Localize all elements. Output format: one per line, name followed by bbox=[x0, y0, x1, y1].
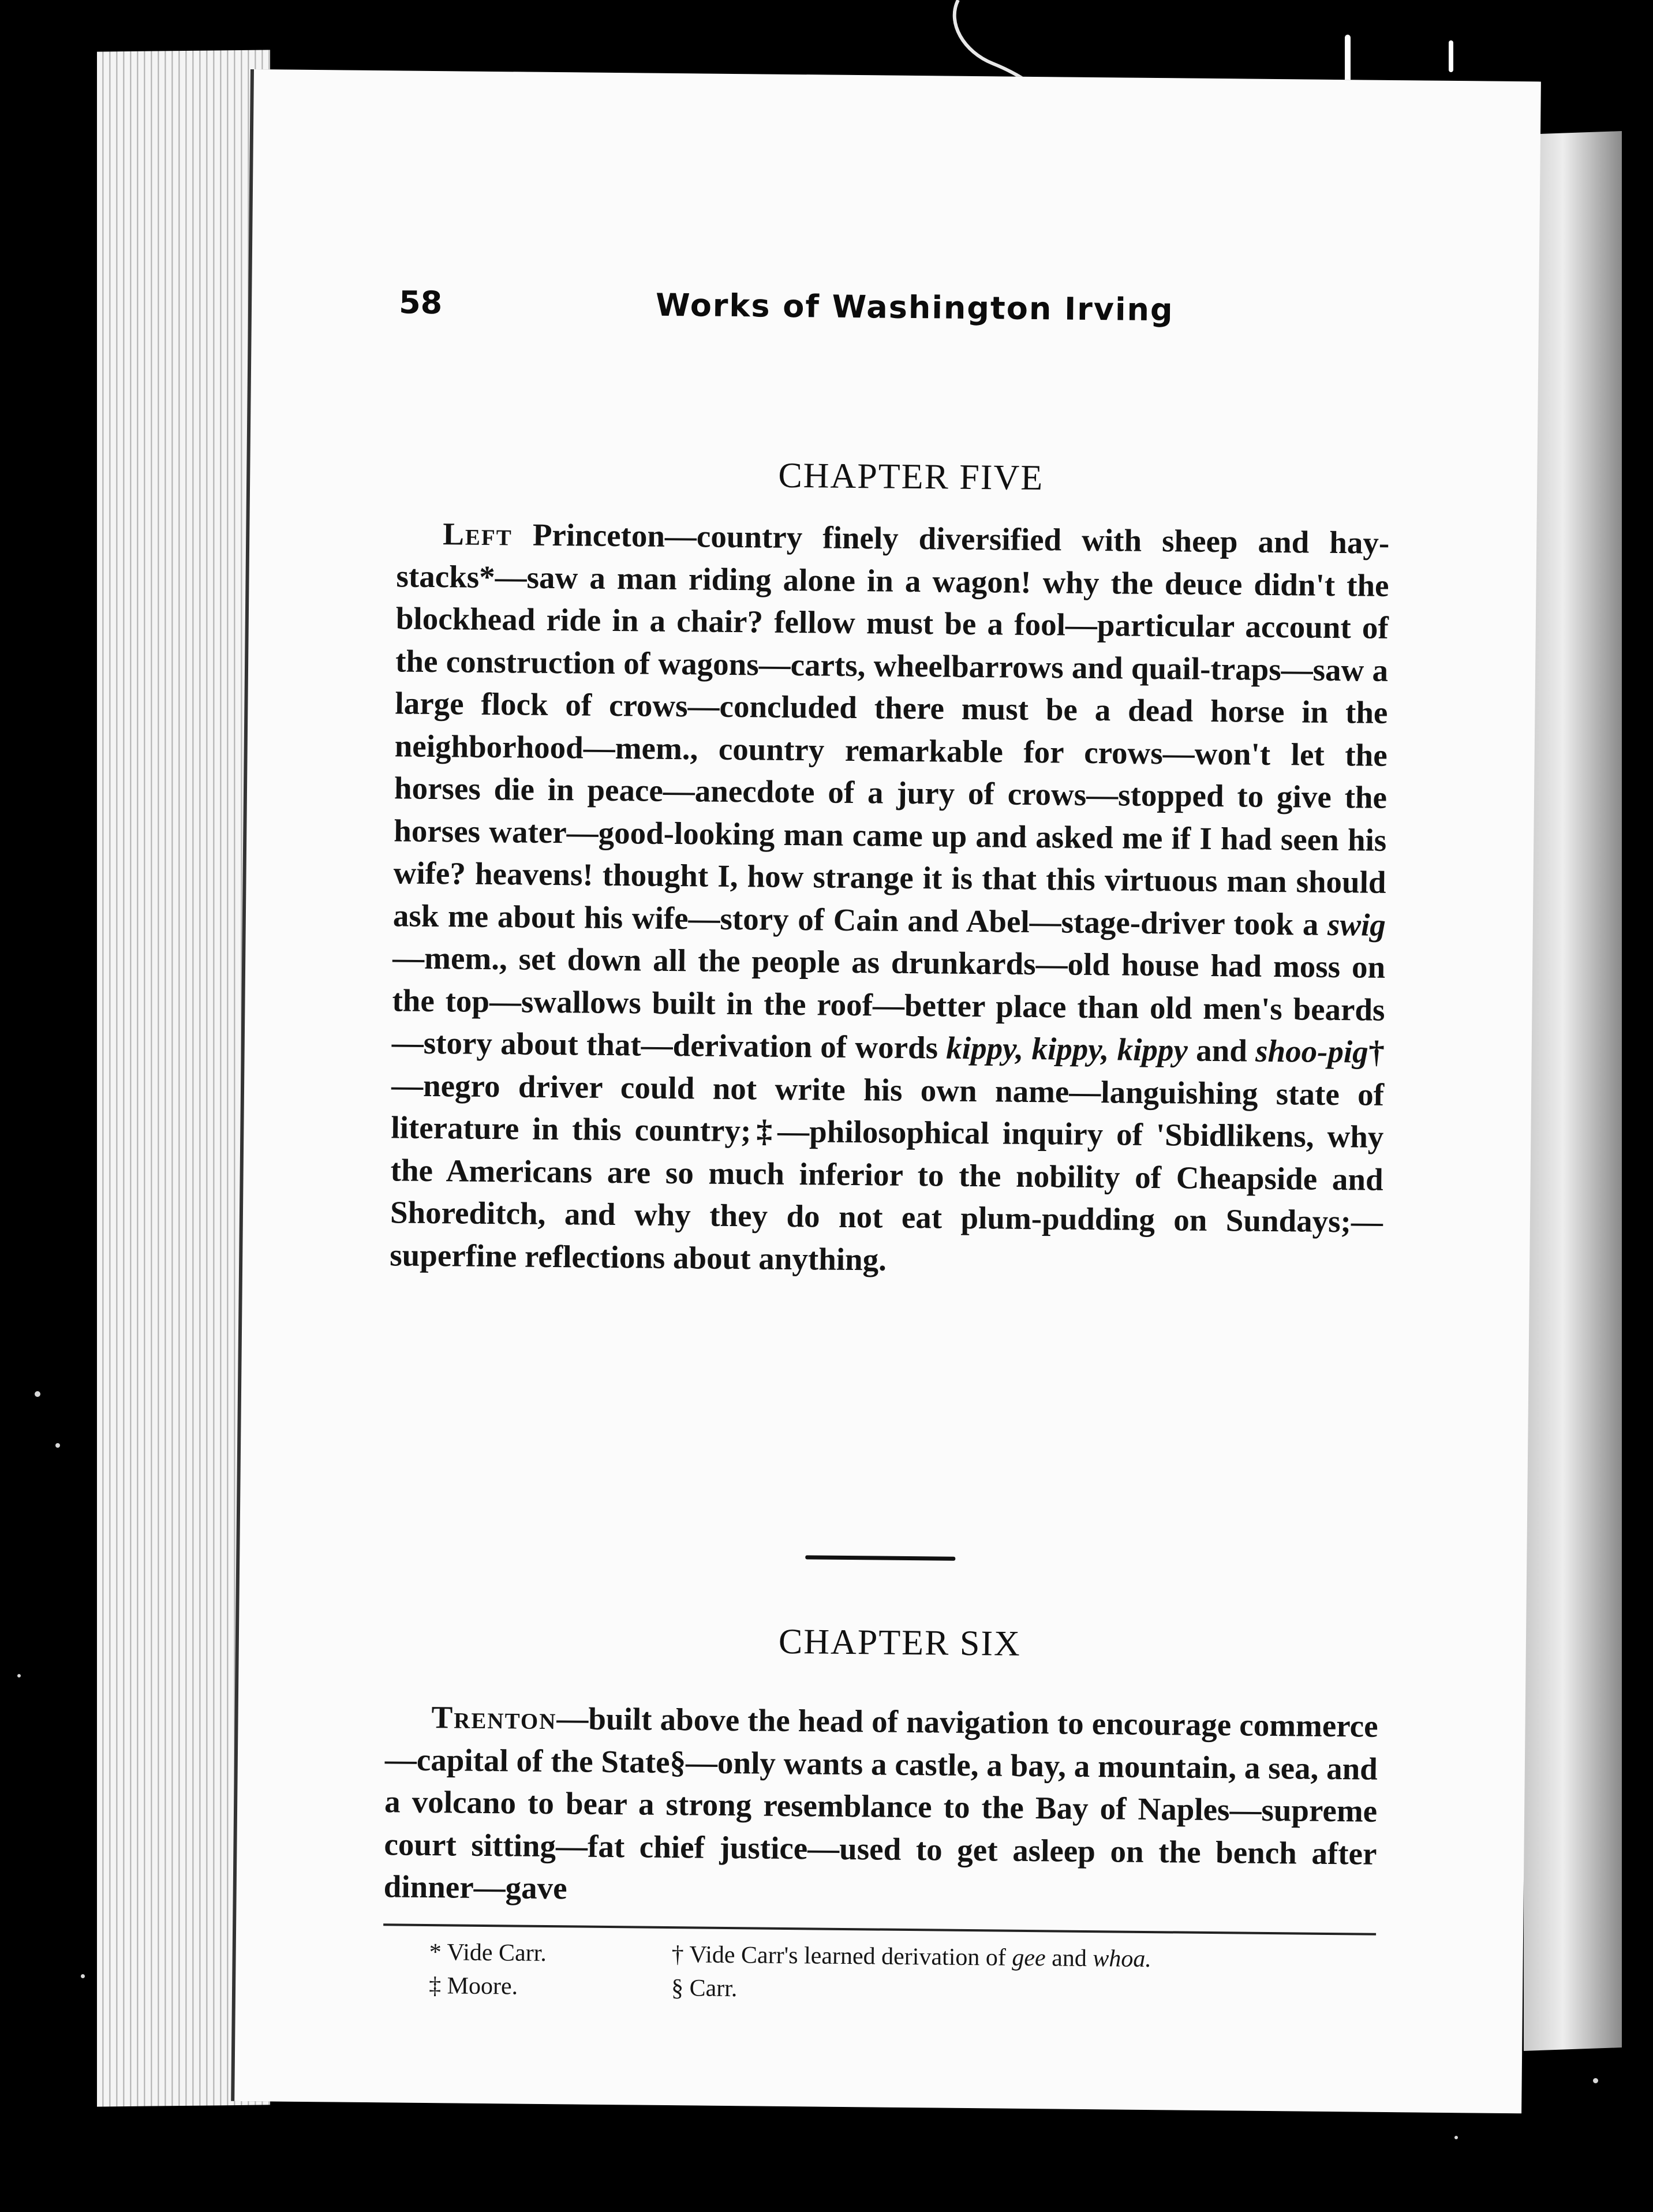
facing-page-edge bbox=[1524, 131, 1622, 2051]
chapter-six-paragraph bbox=[383, 1695, 1378, 1917]
paragraph-text: and bbox=[1187, 1032, 1256, 1068]
footnote: § Carr. bbox=[671, 1975, 738, 2002]
footnote-rule bbox=[383, 1923, 1376, 1936]
italic-term: shoo-pig bbox=[1255, 1033, 1369, 1070]
page-content bbox=[383, 284, 1426, 2002]
scan-speck bbox=[1454, 2136, 1458, 2139]
chapter-six-heading: CHAPTER SIX bbox=[778, 1621, 1022, 1664]
chapter-five-heading: CHAPTER FIVE bbox=[778, 455, 1044, 498]
book-page bbox=[234, 69, 1541, 2113]
book-title: Works of Washington Irving bbox=[655, 286, 1174, 328]
scan-mark bbox=[1449, 40, 1453, 72]
lead-word: Trenton bbox=[431, 1699, 557, 1736]
italic-term: kippy, kippy, kippy bbox=[946, 1030, 1188, 1068]
italic-term: gee bbox=[1012, 1944, 1046, 1972]
footnote: * Vide Carr. bbox=[429, 1939, 547, 1967]
page-number: 58 bbox=[398, 284, 443, 322]
footnote: ‡ Moore. bbox=[428, 1972, 518, 2000]
chapter-five-paragraph bbox=[390, 512, 1390, 1285]
italic-term: swig bbox=[1327, 906, 1386, 943]
scan-speck bbox=[1593, 2078, 1598, 2083]
scan-speck bbox=[81, 1974, 85, 1978]
scan-speck bbox=[55, 1443, 60, 1448]
scan-mark bbox=[1345, 35, 1351, 87]
paragraph-text: †—negro driver could not write his own name—languishing state of literature in this country;‡—philosophical inquiry of 'Sbidlikens, why the Americans are so much inferior to the nobility of Cheapside and Shoreditch, and why they do not eat plum-pudding on Sundays;—superfine reflections about anything. bbox=[390, 1034, 1385, 1277]
footnotes bbox=[429, 1936, 1376, 2020]
scan-speck bbox=[17, 1674, 21, 1677]
italic-term: whoa. bbox=[1093, 1945, 1152, 1973]
running-head bbox=[399, 284, 1219, 338]
lead-word: Left bbox=[442, 516, 513, 552]
paragraph-text: —built above the head of navigation to encourage commerce—capital of the State§—only wants a castle, a bay, a mountain, a sea, and a volcano to bear a strong resemblance to the Bay of Naples—supreme court sitting—fat chief justice—used to get asleep on the bench after dinner—gave bbox=[383, 1701, 1378, 1906]
section-divider bbox=[805, 1555, 955, 1560]
paragraph-text: Princeton—country finely diversified with sheep and hay-stacks*—saw a man riding alone in a wagon! why the deuce didn't the blockhead ride in a chair? fellow must be a fool—particular account of the construction of wagons—carts, wheelbarrows and quail-traps—saw a large flock of crows—concluded there must be a dead horse in the neighborhood—mem., country remarkable for crows—won't let the horses die in peace—anecdote of a jury of crows—stopped to give the horses water—good-looking man came up and asked me if I had seen his wife? heavens! thought I, how strange it is that this virtuous man should ask me about his wife—story of Cain and Abel—stage-driver took a bbox=[392, 517, 1390, 942]
footnote-text: and bbox=[1045, 1945, 1093, 1972]
footnote bbox=[671, 1938, 1151, 1976]
footnote-text: † Vide Carr's learned derivation of bbox=[671, 1941, 1012, 1971]
paragraph-text: —mem., set down all the people as drunkards—old house had moss on the top—swallows built in the roof—better place than old men's beards—story about that—derivation of words bbox=[391, 940, 1386, 1066]
scan-speck bbox=[35, 1391, 40, 1397]
